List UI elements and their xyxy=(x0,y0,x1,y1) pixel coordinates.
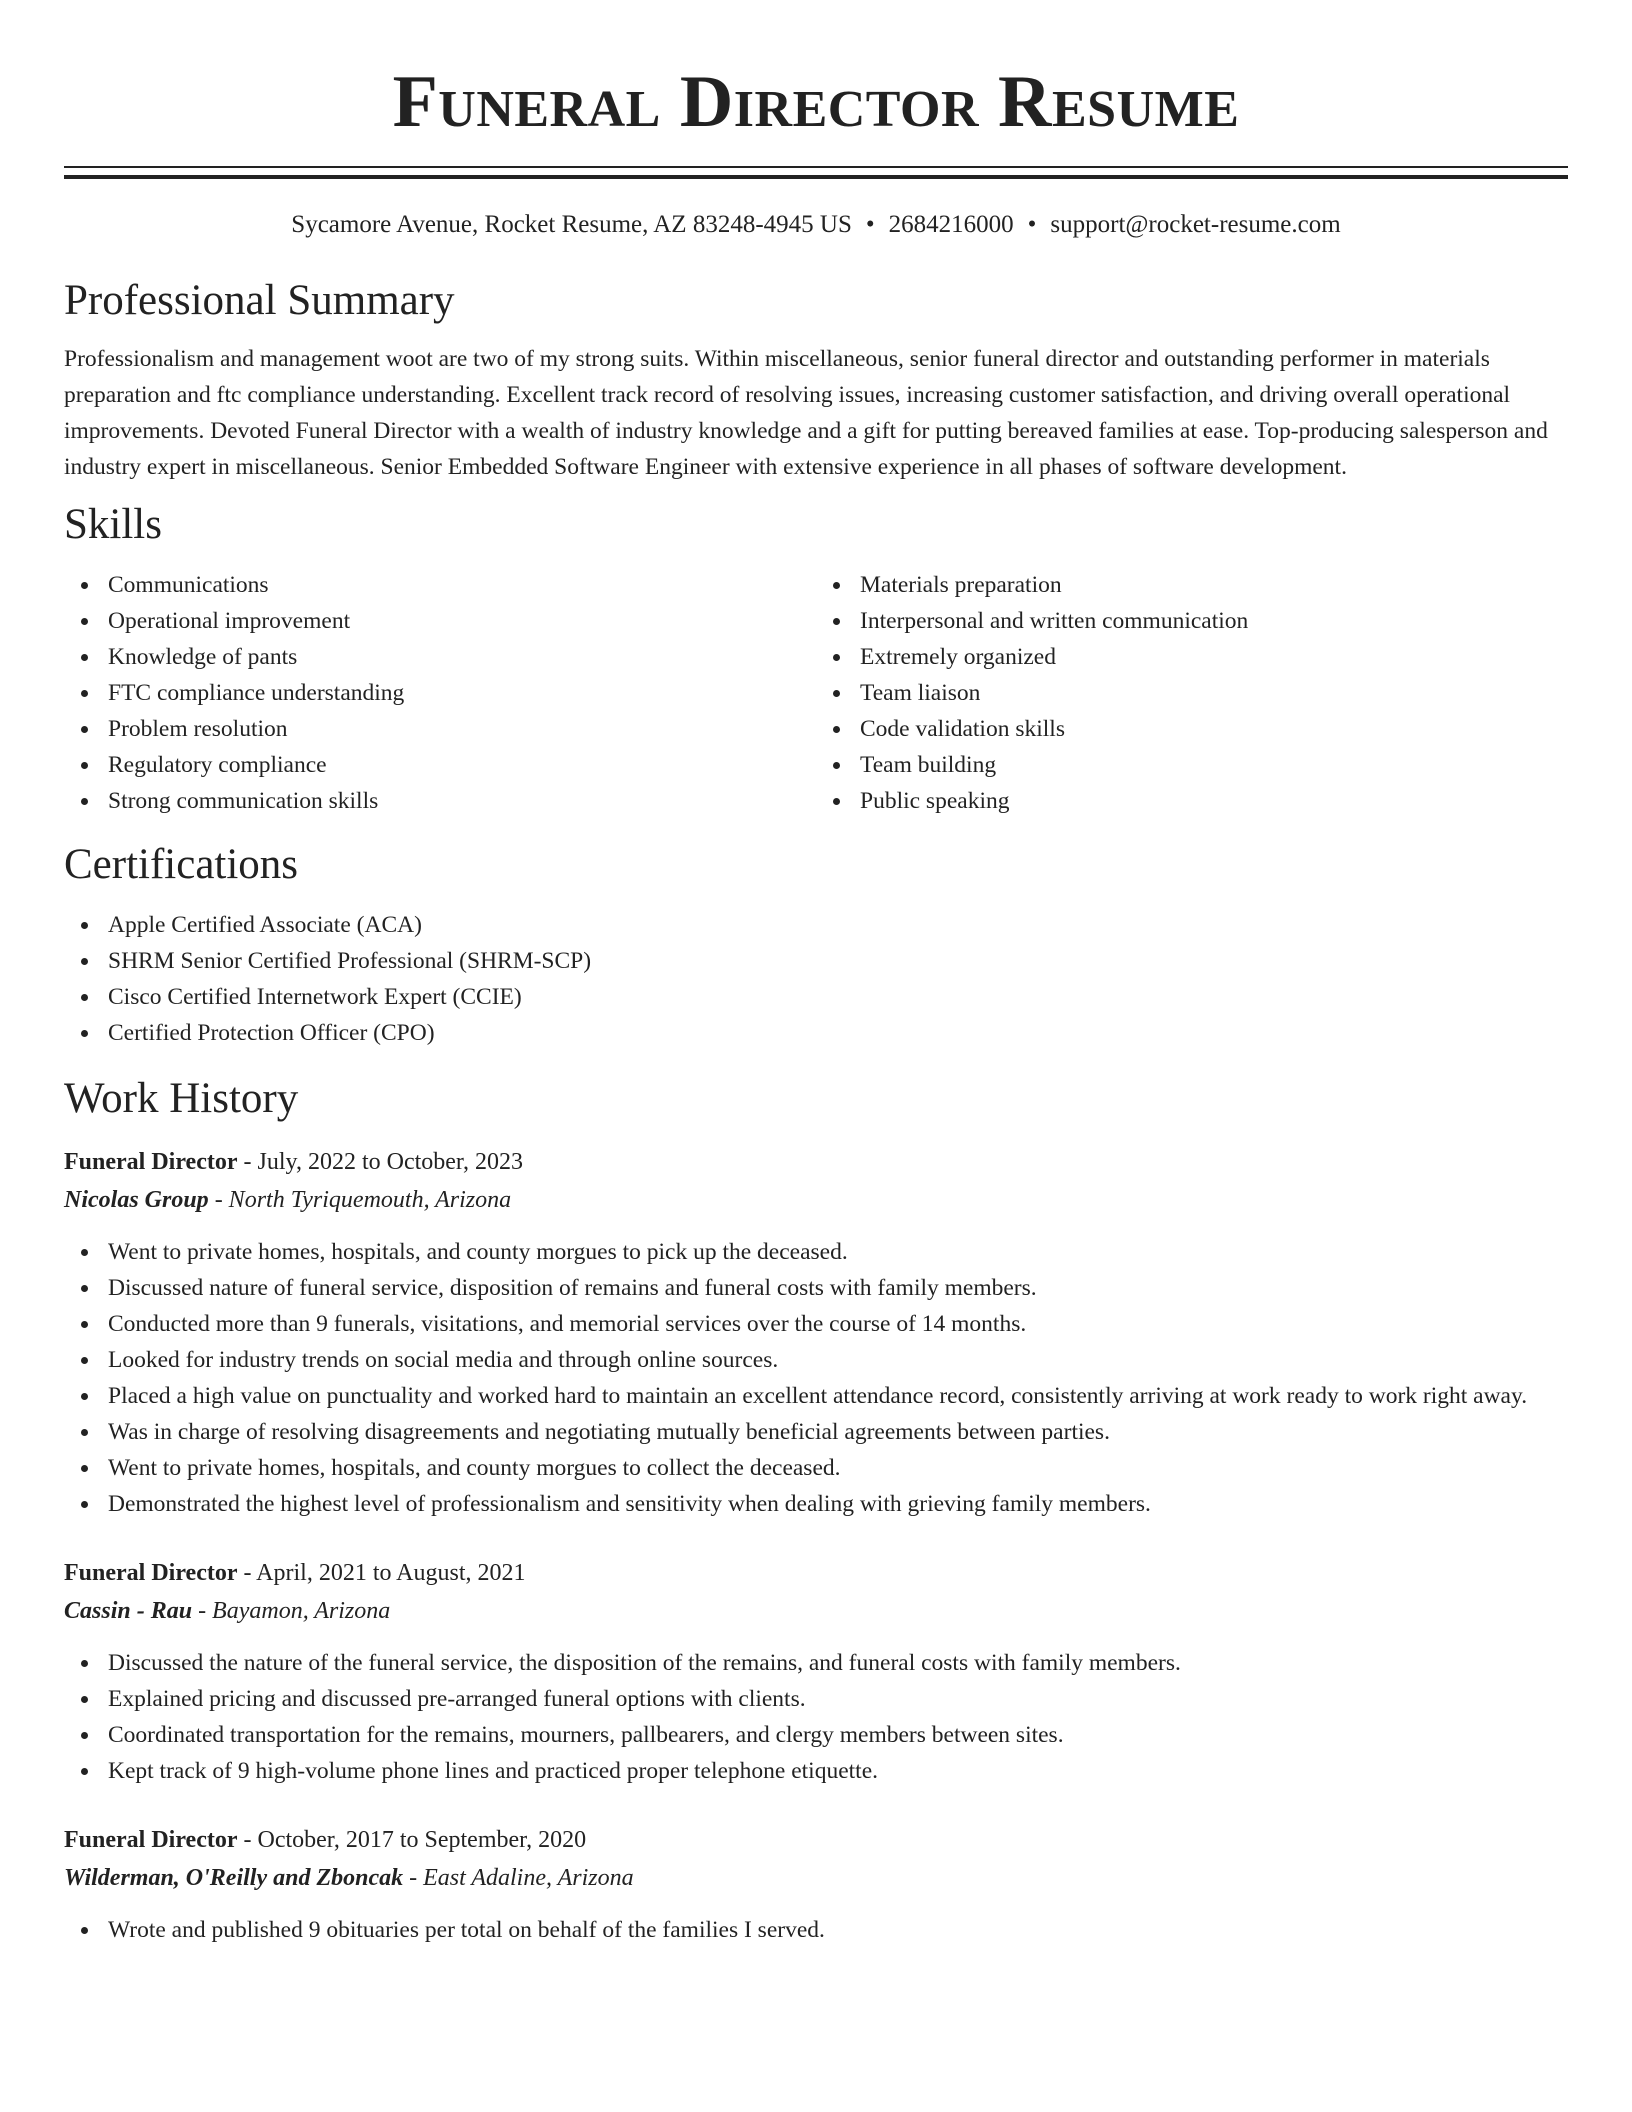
duty-item: Discussed nature of funeral service, disposition of remains and funeral costs with family members. xyxy=(108,1270,1568,1306)
summary-heading: Professional Summary xyxy=(64,277,455,324)
resume-title: Funeral Director Resume xyxy=(392,61,1240,143)
duty-item: Coordinated transportation for the remains, mourners, pallbearers, and clergy members between sites. xyxy=(108,1717,1568,1753)
job-duties-list xyxy=(64,1645,1568,1789)
work-history-heading: Work History xyxy=(64,1075,299,1122)
job-dates: - July, 2022 to October, 2023 xyxy=(237,1149,523,1175)
job-title: Funeral Director xyxy=(64,1827,238,1853)
skill-item: Materials preparation xyxy=(860,567,1568,603)
job-title: Funeral Director xyxy=(64,1149,238,1175)
skills-list-left xyxy=(64,567,816,819)
skill-item: Extremely organized xyxy=(860,639,1568,675)
duty-item: Kept track of 9 high-volume phone lines and practiced proper telephone etiquette. xyxy=(108,1753,1568,1789)
skill-item: Team liaison xyxy=(860,675,1568,711)
skill-item: Problem resolution xyxy=(108,711,816,747)
skill-item: Strong communication skills xyxy=(108,783,816,819)
job-title-line xyxy=(64,1554,1568,1592)
certification-item: SHRM Senior Certified Professional (SHRM-SCP) xyxy=(108,943,1568,979)
contact-separator: • xyxy=(1027,211,1037,238)
skills-heading: Skills xyxy=(64,501,162,548)
certification-item: Apple Certified Associate (ACA) xyxy=(108,907,1568,943)
certification-item: Cisco Certified Internetwork Expert (CCIE) xyxy=(108,979,1568,1015)
title-rule-thick xyxy=(64,175,1568,179)
duty-item: Looked for industry trends on social media and through online sources. xyxy=(108,1342,1568,1378)
skill-item: Interpersonal and written communication xyxy=(860,603,1568,639)
contact-phone: 2684216000 xyxy=(888,211,1014,238)
job-company-line xyxy=(64,1181,1568,1219)
duty-item: Went to private homes, hospitals, and county morgues to collect the deceased. xyxy=(108,1450,1568,1486)
duty-item: Explained pricing and discussed pre-arranged funeral options with clients. xyxy=(108,1681,1568,1717)
job-company-line xyxy=(64,1592,1568,1630)
duty-item: Demonstrated the highest level of professionalism and sensitivity when dealing with grieving family members. xyxy=(108,1486,1568,1522)
job-dates: - October, 2017 to September, 2020 xyxy=(237,1827,587,1853)
certification-item: Certified Protection Officer (CPO) xyxy=(108,1015,1568,1051)
job-title-line xyxy=(64,1821,1568,1859)
job-company: Nicolas Group xyxy=(64,1187,209,1213)
skills-columns xyxy=(64,567,1568,819)
contact-address: Sycamore Avenue, Rocket Resume, AZ 83248-4945 US xyxy=(291,211,852,238)
job-company: Wilderman, O'Reilly and Zboncak xyxy=(64,1865,404,1891)
skills-list-right xyxy=(816,567,1568,819)
skill-item: Regulatory compliance xyxy=(108,747,816,783)
job-title: Funeral Director xyxy=(64,1560,238,1586)
skill-item: Operational improvement xyxy=(108,603,816,639)
job-duties-list xyxy=(64,1912,1568,1948)
title-rule-thin xyxy=(64,166,1568,168)
skill-item: Team building xyxy=(860,747,1568,783)
skill-item: Knowledge of pants xyxy=(108,639,816,675)
job-location: - East Adaline, Arizona xyxy=(403,1865,634,1891)
skill-item: Public speaking xyxy=(860,783,1568,819)
duty-item: Discussed the nature of the funeral service, the disposition of the remains, and funeral costs with family members. xyxy=(108,1645,1568,1681)
duty-item: Placed a high value on punctuality and worked hard to maintain an excellent attendance record, consistently arriving at work ready to work right away. xyxy=(108,1378,1568,1414)
duty-item: Wrote and published 9 obituaries per total on behalf of the families I served. xyxy=(108,1912,1568,1948)
duty-item: Conducted more than 9 funerals, visitations, and memorial services over the course of 14 months. xyxy=(108,1306,1568,1342)
duty-item: Went to private homes, hospitals, and county morgues to pick up the deceased. xyxy=(108,1234,1568,1270)
skill-item: FTC compliance understanding xyxy=(108,675,816,711)
job-company-line xyxy=(64,1859,1568,1897)
job-duties-list xyxy=(64,1234,1568,1522)
certifications-heading: Certifications xyxy=(64,841,299,888)
contact-line xyxy=(64,209,1568,241)
skill-item: Communications xyxy=(108,567,816,603)
summary-text: Professionalism and management woot are two of my strong suits. Within miscellaneous, senior funeral director and outstanding performer in materials preparation and ftc compliance understanding. Excellent track record of resolving issues, increasing customer satisfaction, and driving overall operational improvements. Devoted Funeral Director with a wealth of industry knowledge and a gift for putting bereaved families at ease. Top-producing salesperson and industry expert in miscellaneous. Senior Embedded Software Engineer with extensive experience in all phases of software development. xyxy=(64,346,1548,480)
certifications-list xyxy=(64,907,1568,1051)
job-entry xyxy=(64,1554,1568,1789)
job-entry xyxy=(64,1143,1568,1522)
job-company: Cassin - Rau xyxy=(64,1598,193,1624)
resume-page xyxy=(64,0,1568,1948)
job-entry xyxy=(64,1821,1568,1948)
job-title-line xyxy=(64,1143,1568,1181)
skill-item: Code validation skills xyxy=(860,711,1568,747)
duty-item: Was in charge of resolving disagreements and negotiating mutually beneficial agreements between parties. xyxy=(108,1414,1568,1450)
job-location: - Bayamon, Arizona xyxy=(192,1598,391,1624)
contact-separator: • xyxy=(865,211,875,238)
job-location: - North Tyriquemouth, Arizona xyxy=(208,1187,512,1213)
contact-email: support@rocket-resume.com xyxy=(1050,211,1341,238)
job-dates: - April, 2021 to August, 2021 xyxy=(237,1560,526,1586)
